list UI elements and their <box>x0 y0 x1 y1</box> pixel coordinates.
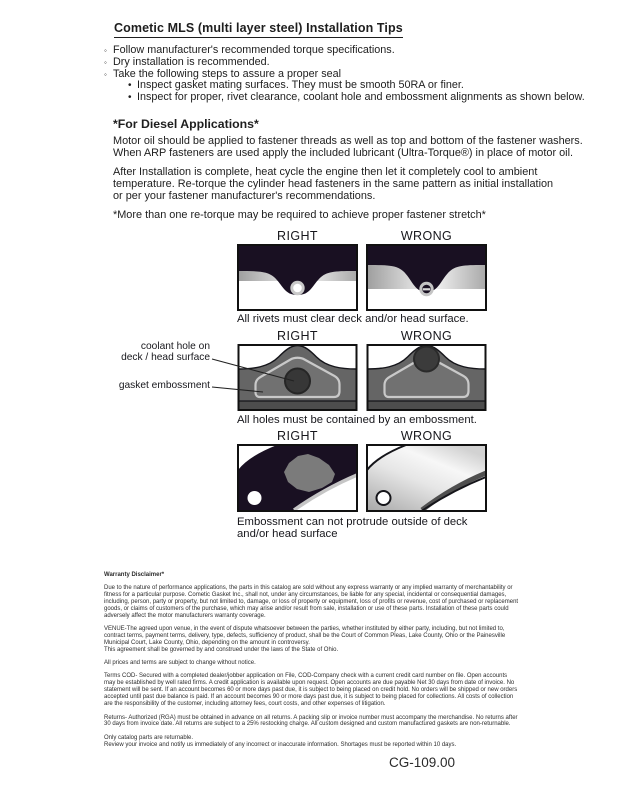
coolant-hole <box>414 347 439 372</box>
rivet-right-diagram <box>237 244 358 311</box>
bolt-hole <box>248 491 262 505</box>
tip-text: Follow manufacturer's recommended torque specifications. <box>113 44 395 56</box>
legal-line: Review your invoice and notify us immediately of any incorrect or inaccurate information. Shortages must be reported within 10 days. <box>104 741 457 748</box>
right-label-row1: RIGHT <box>277 229 318 243</box>
wrong-label-row2: WRONG <box>400 329 453 343</box>
installation-tips-list <box>104 45 585 104</box>
tip-item <box>104 57 585 69</box>
paragraph-line: When ARP fasteners are used apply the included lubricant (Ultra-Torque®) in place of motor oil. <box>113 147 574 160</box>
tip-text: Inspect for proper, rivet clearance, coolant hole and embossment alignments as shown below. <box>137 91 585 104</box>
warranty-disclaimer-heading: Warranty Disclaimer* <box>104 572 165 578</box>
page-number: CG-109.00 <box>389 755 456 770</box>
legal-paragraph-terms: Terms COD- Secured with a completed dealer/jobber application on File, COD-Company check with a current credit card number on file. Open accounts may be established by well rated firms. A credit application is available upon request. Open accounts are due payable Net 30 days from date of invoice. No statement will be sent. If an account becomes 60 or more days past due, it is subject to being placed on credit hold. No orders will be shipped or new orders accepted until past due balance is paid. If an account becomes 90 or more days past due, it is subject to being placed for collections. All costs of collection are the responsibility of the customer, including attorney fees, court costs, and other expenses of litigation. <box>104 673 518 708</box>
legal-line: VENUE-The agreed upon venue, in the event of dispute whatsoever between the parties, whether instituted by either party, including, but not limited to, contract terms, payment terms, delivery, type, defects, sufficiency of product, shall be the Court of Common Pleas, Lake County, Ohio or the Painesville Municipal Court, Lake County, Ohio, depending on the amount in controversy. <box>104 625 506 646</box>
paragraph-line: After Installation is complete, heat cycle the engine then let it completely cool to ambient <box>113 166 538 178</box>
paragraph-retorque-note: *More than one re-torque may be required to achieve proper fastener stretch* <box>113 209 486 221</box>
tip-text: Take the following steps to assure a proper seal <box>113 67 342 80</box>
diesel-applications-heading: *For Diesel Applications* <box>113 117 259 131</box>
paragraph-motor-oil <box>113 135 583 159</box>
paragraph-line: or per your fastener manufacturer's recommendations. <box>113 190 376 203</box>
label-line: coolant hole on <box>140 341 210 352</box>
paragraph-line: Motor oil should be applied to fastener threads as well as top and bottom of the fastener washers. <box>113 135 583 147</box>
right-label-row2: RIGHT <box>277 329 318 343</box>
page-title <box>114 21 403 35</box>
label-line: deck / head surface <box>121 352 210 363</box>
deck-line-through-rivet <box>423 288 430 290</box>
row3-caption <box>237 516 467 540</box>
page-title-text: Cometic MLS (multi layer steel) Installation Tips <box>114 21 403 38</box>
embossment-right-diagram <box>237 344 358 411</box>
wrong-label-row3: WRONG <box>400 429 453 443</box>
deck-edge-right-diagram <box>237 444 358 512</box>
dot-bullet-icon: • <box>128 92 132 104</box>
paragraph-heat-cycle <box>113 166 553 203</box>
circle-bullet-icon: ◦ <box>104 57 107 67</box>
bottom-band <box>239 401 357 410</box>
legal-line: Only catalog parts are returnable. <box>104 734 194 741</box>
caption-line: Embossment can not protrude outside of deck <box>237 516 468 528</box>
bolt-hole <box>377 491 391 505</box>
caption-line: and/or head surface <box>237 528 338 540</box>
dot-bullet-icon: • <box>128 80 132 92</box>
wrong-label-row1: WRONG <box>400 229 453 243</box>
legal-paragraph-returns: Returns- Authorized (RGA) must be obtained in advance on all returns. A packing slip or invoice number must accompany the merchandise. No returns after 30 days from invoice date. All returns are subject to a 25% restocking charge. All custom designed and custom manufactured gaskets are non-returnable. <box>104 714 518 728</box>
circle-bullet-icon: ◦ <box>104 46 107 55</box>
paragraph-line: temperature. Re-torque the cylinder head fasteners in the same pattern as initial installation <box>113 178 554 191</box>
gasket-embossment-label: gasket embossment <box>118 380 210 391</box>
row2-caption: All holes must be contained by an embossment. <box>237 414 477 426</box>
legal-section <box>104 572 520 755</box>
rivet-hole <box>293 284 302 293</box>
rivet-wrong-diagram <box>366 244 487 311</box>
row1-caption: All rivets must clear deck and/or head surface. <box>237 313 469 325</box>
circle-bullet-icon: ◦ <box>104 69 107 79</box>
embossment-wrong-diagram <box>366 344 487 411</box>
bottom-band <box>368 401 486 410</box>
deck-edge-wrong-diagram <box>366 444 487 512</box>
coolant-hole <box>285 369 310 394</box>
legal-paragraph-prices: All prices and terms are subject to change without notice. <box>104 660 256 667</box>
tip-text: Inspect gasket mating surfaces. They must be smooth 50RA or finer. <box>137 79 464 92</box>
tip-text: Dry installation is recommended. <box>113 55 270 68</box>
legal-paragraph-warranty: Due to the nature of performance applications, the parts in this catalog are sold without any express warranty or any implied warranty of merchantability or fitness for a particular purpose. Cometic Gasket Inc., shall not, under any circumstances, be liable for any special, incidental or consequential damages, including, person, party or property, but not limited to, damage, or loss of property or equipment, loss of profits or revenue, cost of purchased or replacement goods, or claims of customers of the purchase, which may arise and/or result from sale, installation or use of these parts. Installation of these parts could adversely affect the motor manufacturers warranty coverage. <box>104 584 519 619</box>
legal-line: This agreement shall be governed by and construed under the laws of the State of Ohio. <box>104 646 339 653</box>
right-label-row3: RIGHT <box>277 429 318 443</box>
coolant-hole-label <box>90 341 210 363</box>
tip-sub-item <box>128 92 585 104</box>
